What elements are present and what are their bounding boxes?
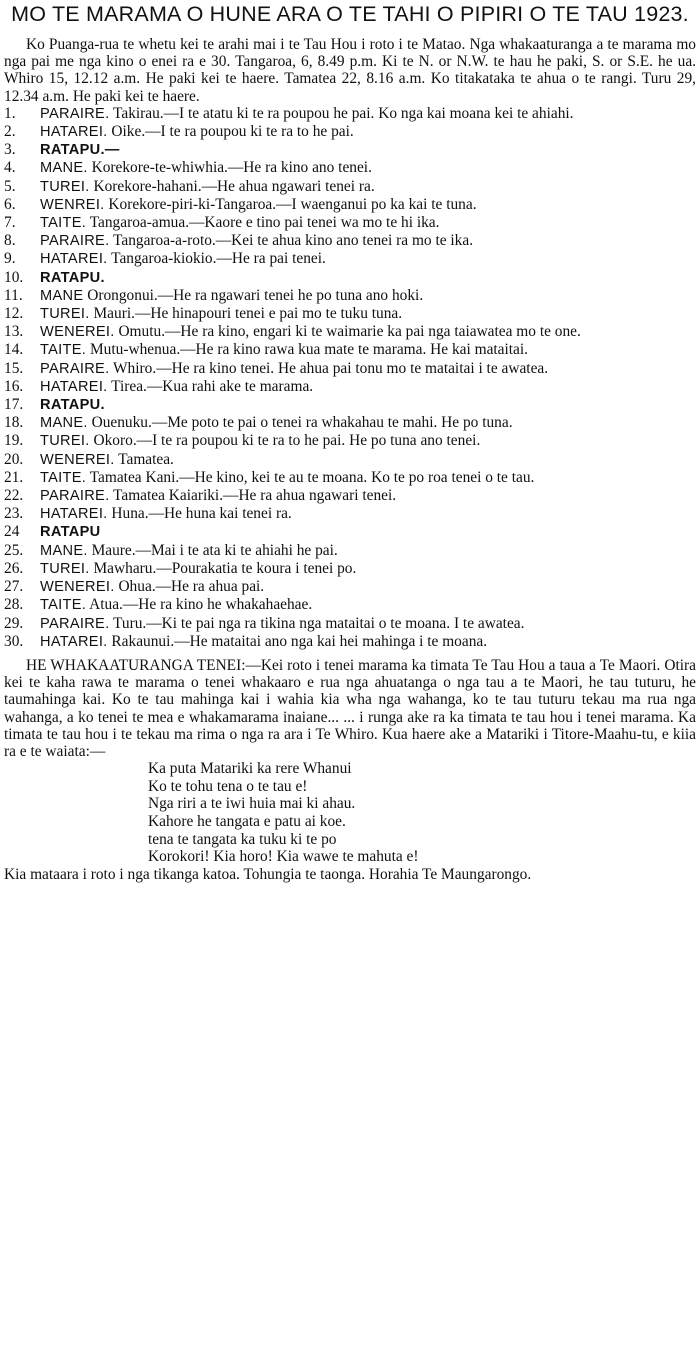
day-name: WENEREI.	[40, 324, 115, 341]
day-entry	[4, 578, 696, 596]
day-number: 16.	[4, 377, 24, 395]
day-name: MANE.	[40, 160, 88, 177]
day-description: Mutu-whenua.—He ra kino rawa kua mate te marama. He kai mataitai.	[89, 341, 529, 359]
day-description: Rakaunui.—He mataitai ano nga kai hei mahinga i te moana.	[111, 632, 488, 650]
day-number: 2.	[4, 123, 16, 141]
day-description: Tirea.—Kua rahi ake te marama.	[111, 377, 314, 395]
day-entry	[4, 487, 696, 505]
day-number: 1.	[4, 104, 16, 122]
day-number: 18.	[4, 414, 24, 432]
day-number: 3.	[4, 141, 16, 159]
day-description: Ouenuku.—Me poto te pai o tenei ra whakahau te mahi. He po tuna.	[91, 414, 513, 432]
day-description: Maure.—Mai i te ata ki te ahiahi he pai.	[91, 541, 338, 559]
day-description: Tamatea Kaiariki.—He ra ahua ngawari tenei.	[113, 487, 397, 505]
day-description: Korekore-hahani.—He ahua ngawari tenei ra.	[93, 177, 375, 195]
day-name: RATAPU	[40, 524, 101, 541]
day-description: Tamatea.	[118, 450, 174, 468]
poem-line: tena te tangata ka tuku ki te po	[148, 830, 337, 848]
poem-line: Kahore he tangata e patu ai koe.	[148, 812, 346, 830]
day-description: Takirau.—I te atatu ki te ra poupou he pai. Ko nga kai moana kei te ahiahi.	[113, 104, 574, 122]
day-description: Atua.—He ra kino he whakahaehae.	[89, 596, 313, 614]
day-number: 17.	[4, 396, 24, 414]
day-name: TUREI.	[40, 433, 90, 450]
day-entry	[4, 123, 696, 141]
day-description: Omutu.—He ra kino, engari ki te waimarie ka pai nga taiawatea mo te one.	[118, 323, 581, 341]
day-entry	[4, 214, 696, 232]
day-name: HATAREI.	[40, 506, 108, 523]
intro-paragraph: Ko Puanga-rua te whetu kei te arahi mai i te Tau Hou i roto i te Matao. Nga whakaaturanga a te marama mo nga pai me nga kino o enei ra e 30. Tangaroa, 6, 8.49 p.m. Ki te N. or N.W. te hau he paki, S. or S.E. he ua. Whiro 15, 12.12 a.m. He paki kei te haere. Tamatea 22, 8.16 a.m. Ko titakataka te ahua o te rangi. Turu 29, 12.34 a.m. He paki kei te haere.	[4, 36, 696, 105]
day-name: RATAPU.	[40, 269, 105, 286]
day-number: 30.	[4, 632, 24, 650]
day-number: 8.	[4, 232, 16, 250]
poem-line: Korokori! Kia horo! Kia wawe te mahuta e!	[148, 848, 419, 866]
day-number: 4.	[4, 159, 16, 177]
poem-line: Nga riri a te iwi huia mai ki ahau.	[148, 795, 356, 813]
day-number: 14.	[4, 341, 24, 359]
day-name: TAITE.	[40, 342, 87, 359]
day-entry	[4, 414, 696, 432]
day-entry	[4, 378, 696, 396]
day-entry	[4, 232, 696, 250]
day-name: PARAIRE.	[40, 105, 110, 122]
day-description: Mauri.—He hinapouri tenei e pai mo te tuku tuna.	[93, 305, 403, 323]
day-name: PARAIRE.	[40, 488, 110, 505]
day-entry	[4, 432, 696, 450]
day-number: 6.	[4, 195, 16, 213]
day-name: TUREI.	[40, 306, 90, 323]
day-entry	[4, 505, 696, 523]
day-number: 23.	[4, 505, 24, 523]
day-description: Oike.—I te ra poupou ki te ra to he pai.	[111, 123, 354, 141]
day-name: WENEREI.	[40, 579, 115, 596]
day-entry	[4, 196, 696, 214]
day-name: PARAIRE.	[40, 233, 110, 250]
day-entry	[4, 360, 696, 378]
day-entry	[4, 178, 696, 196]
day-description: Korekore-te-whiwhia.—He ra kino ano tenei.	[91, 159, 372, 177]
day-entry	[4, 542, 696, 560]
day-name: HATAREI.	[40, 124, 108, 141]
day-entry	[4, 451, 696, 469]
waiata-poem	[4, 760, 696, 866]
day-entry	[4, 250, 696, 268]
day-name: MANE	[40, 287, 84, 304]
day-description: Tangaroa-kiokio.—He ra pai tenei.	[111, 250, 326, 268]
page-title: MO TE MARAMA O HUNE ARA O TE TAHI O PIPIRI O TE TAU 1923.	[11, 2, 689, 26]
closing-paragraph: Kia mataara i roto i nga tikanga katoa. Tohungia te taonga. Horahia Te Maungarongo.	[4, 865, 532, 883]
day-entry	[4, 341, 696, 359]
day-number: 25.	[4, 541, 24, 559]
day-name: WENEREI.	[40, 451, 115, 468]
day-entry	[4, 159, 696, 177]
day-list	[4, 105, 696, 651]
day-description: Mawharu.—Pourakatia te koura i tenei po.	[93, 559, 357, 577]
day-description: Tangaroa-a-roto.—Kei te ahua kino ano tenei ra mo te ika.	[113, 232, 474, 250]
note-paragraph: HE WHAKAATURANGA TENEI:—Kei roto i tenei marama ka timata Te Tau Hou a taua a Te Maori. Otira kei te kaha rawa te marama o tenei whakaaro e rua nga ahuatanga o nga tau a te Maori, he tau tuturu, he taumahinga kai. Ko te tau mahinga kai i wahia kia wha nga wahanga, ko te tau tuturu tekau ma rua nga wahanga, a ko tenei te mea e whakamarama inaiane... ... i runga ake ra ka timata te tau hou i tenei marama. Ka timata te tau hou i te tekau ma rima o nga ra ara i Te Whiro. Kua haere ake a Matariki i Titore-Maahu-tu, e kiia ra e te waiata:—	[4, 656, 696, 760]
day-number: 13.	[4, 323, 24, 341]
day-entry	[4, 469, 696, 487]
day-name: PARAIRE.	[40, 615, 110, 632]
day-number: 9.	[4, 250, 16, 268]
day-number: 15.	[4, 359, 24, 377]
day-name: MANE.	[40, 415, 88, 432]
day-number: 21.	[4, 468, 24, 486]
day-name: RATAPU.	[40, 397, 105, 414]
day-name: HATAREI.	[40, 378, 108, 395]
day-entry	[4, 323, 696, 341]
day-number: 7.	[4, 214, 16, 232]
day-description: Korekore-piri-ki-Tangaroa.—I waenganui po ka kai te tuna.	[108, 195, 477, 213]
day-number: 10.	[4, 268, 24, 286]
day-name: PARAIRE.	[40, 360, 110, 377]
day-number: 27.	[4, 578, 24, 596]
day-name: TUREI.	[40, 178, 90, 195]
day-number: 20.	[4, 450, 24, 468]
day-name: TAITE.	[40, 469, 87, 486]
day-description: Ohua.—He ra ahua pai.	[118, 578, 265, 596]
day-name: RATAPU.—	[40, 142, 120, 159]
day-entry	[4, 523, 696, 541]
day-number: 11.	[4, 286, 23, 304]
day-name: WENREI.	[40, 196, 105, 213]
poem-line: Ka puta Matariki ka rere Whanui	[148, 760, 352, 778]
day-number: 26.	[4, 559, 24, 577]
day-description: Tangaroa-amua.—Kaore e tino pai tenei wa mo te hi ika.	[89, 214, 440, 232]
day-entry	[4, 596, 696, 614]
day-entry	[4, 269, 696, 287]
day-number: 28.	[4, 596, 24, 614]
day-entry	[4, 105, 696, 123]
day-name: HATAREI.	[40, 633, 108, 650]
day-description: Huna.—He huna kai tenei ra.	[111, 505, 292, 523]
day-entry	[4, 396, 696, 414]
day-entry	[4, 560, 696, 578]
day-entry	[4, 287, 696, 305]
day-entry	[4, 305, 696, 323]
day-description: Turu.—Ki te pai nga ra tikina nga mataitai o te moana. I te awatea.	[113, 614, 525, 632]
day-description: Okoro.—I te ra poupou ki te ra to he pai. He po tuna ano tenei.	[93, 432, 481, 450]
day-number: 24	[4, 523, 20, 541]
day-number: 29.	[4, 614, 24, 632]
day-name: MANE.	[40, 542, 88, 559]
poem-line: Ko te tohu tena o te tau e!	[148, 777, 308, 795]
day-entry	[4, 141, 696, 159]
day-entry	[4, 615, 696, 633]
day-number: 22.	[4, 487, 24, 505]
day-number: 12.	[4, 305, 24, 323]
day-description: Tamatea Kani.—He kino, kei te au te moana. Ko te po roa tenei o te tau.	[89, 468, 535, 486]
day-entry	[4, 633, 696, 651]
day-number: 5.	[4, 177, 16, 195]
day-description: Orongonui.—He ra ngawari tenei he po tuna ano hoki.	[87, 286, 424, 304]
day-description: Whiro.—He ra kino tenei. He ahua pai tonu mo te mataitai i te awatea.	[113, 359, 549, 377]
day-name: HATAREI.	[40, 251, 108, 268]
day-name: TUREI.	[40, 560, 90, 577]
day-name: TAITE.	[40, 597, 87, 614]
day-name: TAITE.	[40, 215, 87, 232]
day-number: 19.	[4, 432, 24, 450]
